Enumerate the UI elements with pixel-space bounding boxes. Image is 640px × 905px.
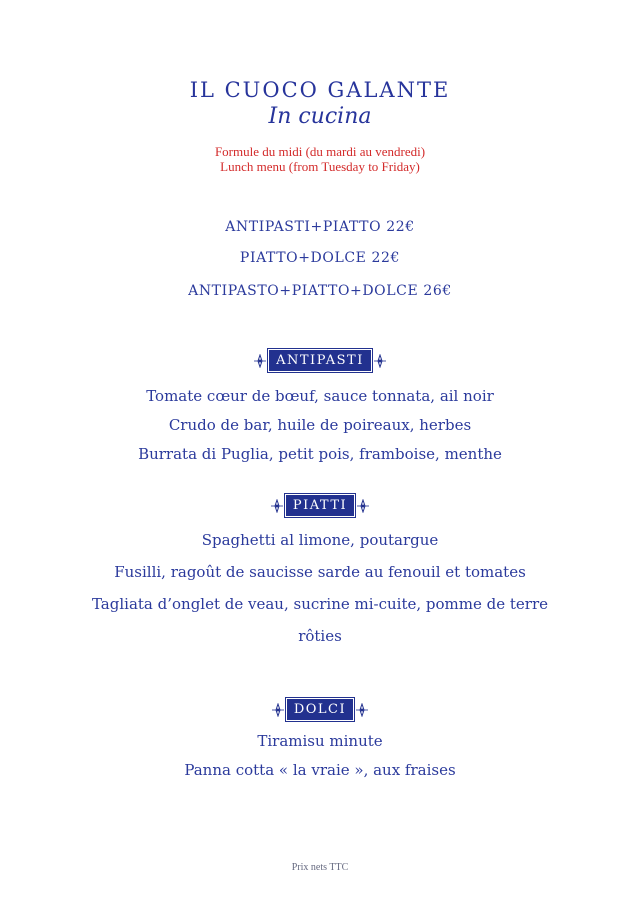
restaurant-subtitle: In cucina	[268, 104, 372, 129]
ornament-right-icon	[356, 499, 370, 513]
dish-item: Tomate cœur de bœuf, sauce tonnata, ail noir	[146, 387, 494, 405]
ornament-left-icon	[270, 499, 284, 513]
formula-item: ANTIPASTO+PIATTO+DOLCE 26€	[188, 283, 452, 299]
dish-item: Panna cotta « la vraie », aux fraises	[184, 761, 456, 779]
restaurant-title: IL CUOCO GALANTE	[189, 78, 451, 102]
ornament-left-icon	[271, 703, 285, 717]
dish-item: rôties	[298, 627, 342, 645]
ornament-left-icon	[253, 354, 267, 368]
section-header-antipasti	[0, 350, 640, 371]
formula-item: ANTIPASTI+PIATTO 22€	[225, 219, 415, 235]
section-header-piatti	[0, 495, 640, 516]
ornament-right-icon	[355, 703, 369, 717]
lunch-menu-french: Formule du midi (du mardi au vendredi)	[214, 144, 426, 159]
dish-item: Tiramisu minute	[257, 732, 383, 750]
dish-item: Tagliata d’onglet de veau, sucrine mi-cuite, pomme de terre	[91, 595, 549, 613]
section-label: PIATTI	[286, 495, 354, 516]
dish-item: Spaghetti al limone, poutargue	[201, 531, 439, 549]
footer-note: Prix nets TTC	[291, 862, 349, 873]
lunch-menu-english: Lunch menu (from Tuesday to Friday)	[220, 159, 420, 174]
dish-item: Crudo de bar, huile de poireaux, herbes	[168, 416, 472, 434]
section-label: ANTIPASTI	[269, 350, 371, 371]
section-header-dolci	[0, 699, 640, 720]
ornament-right-icon	[373, 354, 387, 368]
formula-item: PIATTO+DOLCE 22€	[239, 250, 401, 266]
dish-item: Fusilli, ragoût de saucisse sarde au fenouil et tomates	[114, 563, 526, 581]
dish-item: Burrata di Puglia, petit pois, framboise, menthe	[138, 445, 502, 463]
section-label: DOLCI	[287, 699, 353, 720]
